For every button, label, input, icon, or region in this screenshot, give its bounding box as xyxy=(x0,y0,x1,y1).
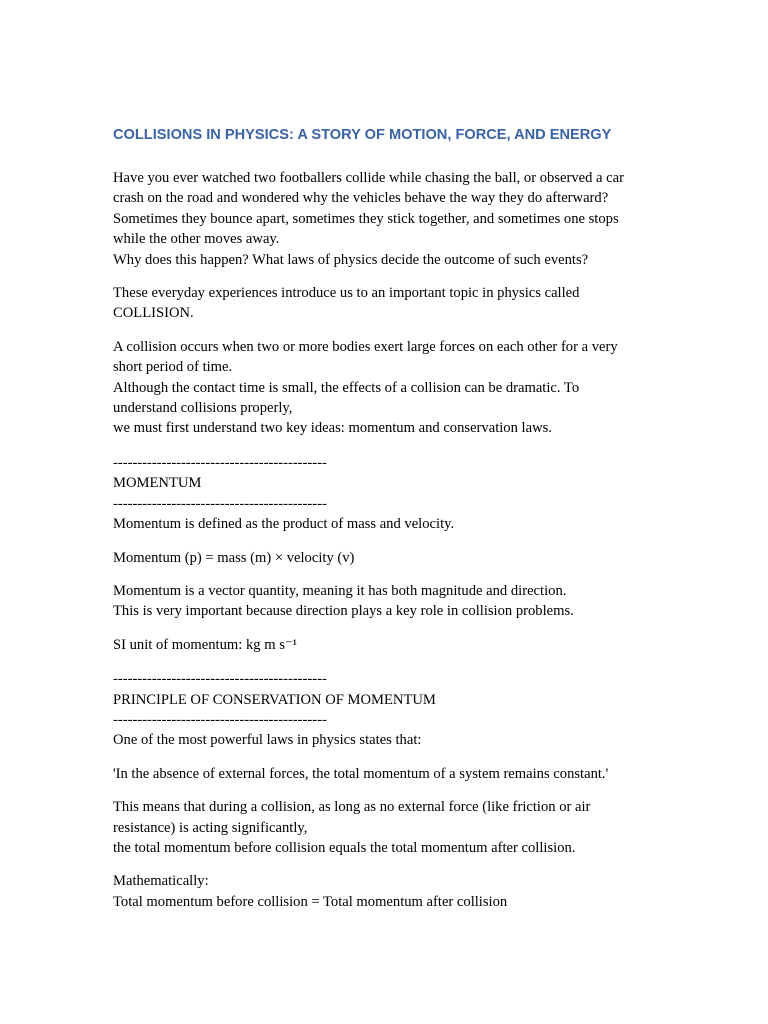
divider-line: -------------------------------------------- xyxy=(113,711,327,728)
everyday-line: These everyday experiences introduce us to an important topic in physics called xyxy=(113,285,580,302)
intro-line: Have you ever watched two footballers collide while chasing the ball, or observed a car xyxy=(113,170,624,186)
divider-line: -------------------------------------------- xyxy=(113,454,327,471)
meaning-line: This means that during a collision, as long as no external force (like friction or air xyxy=(113,799,591,816)
conservation-quote: 'In the absence of external forces, the total momentum of a system remains constant.' xyxy=(113,765,609,782)
conservation-intro: One of the most powerful laws in physics states that: xyxy=(113,732,422,749)
intro-line: Why does this happen? What laws of physics decide the outcome of such events? xyxy=(113,251,589,268)
intro-line: while the other moves away. xyxy=(113,231,280,248)
conservation-heading: PRINCIPLE OF CONSERVATION OF MOMENTUM xyxy=(113,691,436,708)
document-page xyxy=(113,124,653,925)
definition-line: Although the contact time is small, the effects of a collision can be dramatic. To xyxy=(113,379,580,396)
definition-line: short period of time. xyxy=(113,359,233,376)
definition-line: we must first understand two key ideas: momentum and conservation laws. xyxy=(113,420,552,437)
vector-line: This is very important because direction plays a key role in collision problems. xyxy=(113,603,574,620)
math-line: Total momentum before collision = Total momentum after collision xyxy=(113,893,508,910)
intro-line: crash on the road and wondered why the vehicles behave the way they do afterward? xyxy=(113,190,609,207)
divider-line: -------------------------------------------- xyxy=(113,495,327,512)
definition-line: understand collisions properly, xyxy=(113,400,293,417)
momentum-heading: MOMENTUM xyxy=(113,475,202,492)
definition-line: A collision occurs when two or more bodies exert large forces on each other for a very xyxy=(113,338,618,355)
everyday-paragraph xyxy=(113,283,653,324)
momentum-vector-paragraph xyxy=(113,581,653,622)
meaning-line: the total momentum before collision equals the total momentum after collision. xyxy=(113,839,576,856)
math-line: Mathematically: xyxy=(113,873,209,890)
conservation-section xyxy=(113,669,653,912)
conservation-math-paragraph xyxy=(113,871,653,912)
momentum-formula: Momentum (p) = mass (m) × velocity (v) xyxy=(113,549,355,566)
intro-paragraph xyxy=(113,168,653,270)
everyday-line: COLLISION. xyxy=(113,305,194,322)
momentum-definition: Momentum is defined as the product of mass and velocity. xyxy=(113,516,455,533)
momentum-section xyxy=(113,453,653,655)
definition-paragraph xyxy=(113,337,653,439)
conservation-meaning-paragraph xyxy=(113,797,653,858)
document-title: COLLISIONS IN PHYSICS: A STORY OF MOTION, FORCE, AND ENERGY xyxy=(113,127,612,143)
meaning-line: resistance) is acting significantly, xyxy=(113,819,308,836)
divider-line: -------------------------------------------- xyxy=(113,671,327,688)
momentum-si-unit: SI unit of momentum: kg m s⁻¹ xyxy=(113,636,297,653)
intro-line: Sometimes they bounce apart, sometimes they stick together, and sometimes one stops xyxy=(113,210,619,227)
vector-line: Momentum is a vector quantity, meaning it has both magnitude and direction. xyxy=(113,582,567,599)
